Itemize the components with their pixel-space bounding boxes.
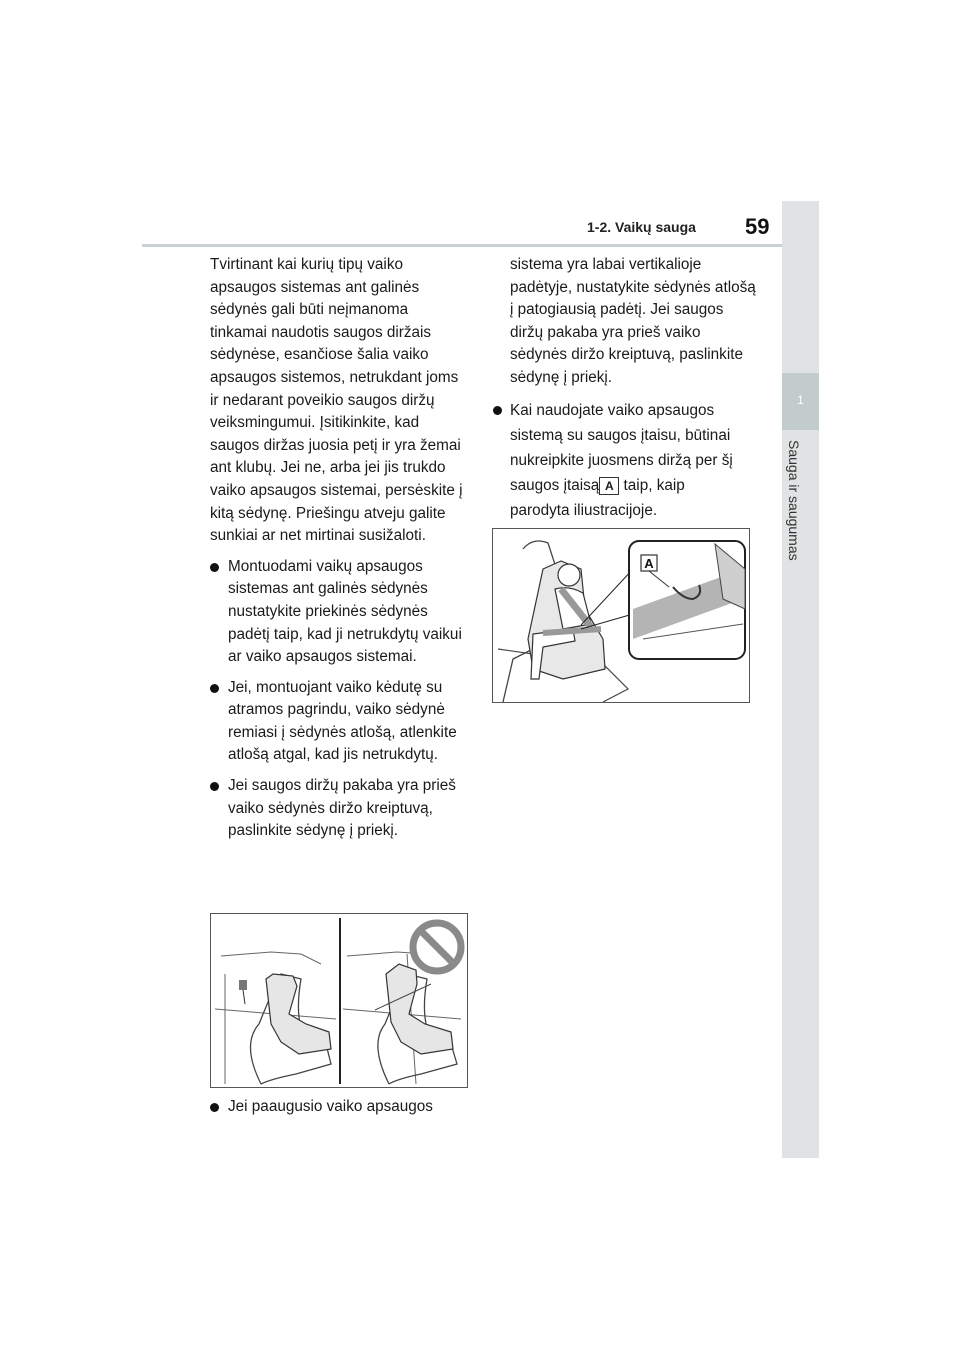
bullet-dot-icon: [210, 1103, 219, 1112]
bullet-item: [493, 398, 743, 523]
bullet-dot-icon: [210, 563, 219, 572]
seat-position-illustration: [210, 913, 468, 1088]
page-number: 59: [745, 214, 770, 239]
left-column: [210, 254, 468, 843]
intro-paragraph: Tvirtinant kai kurių tipų vaiko apsaugos sistemas ant galinės sėdynės gali būti neįmanoma tinkamai naudotis saugos diržais sėdynėse, esančiose šalia vaiko apsaugos sistemos, netrukdant joms ir nedarant poveikio saugos diržų veiksmingumui. Įsitikinkite, kad saugos diržas juosia petį ir yra žemai ant klubų. Jei ne, arba jei jis trukdo vaiko apsaugos sistemai, persėskite į kitą sėdynę. Priešingu atveju galite sunkiai ar net mirtinai susižaloti.: [210, 256, 463, 545]
bullet-item: [210, 677, 468, 767]
seat-position-drawing: [211, 914, 467, 1087]
bullet-dot-icon: [493, 406, 502, 415]
section-title: 1-2. Vaikų sauga: [587, 219, 696, 235]
chapter-title: Sauga ir saugumas: [786, 440, 802, 561]
bullet-text: Jei saugos diržų pakaba yra prieš vaiko sėdynės diržo kreiptuvą, paslinkite sėdynę į priekį.: [228, 777, 456, 840]
callout-a-label: A: [599, 477, 619, 495]
bullet-text: Jei paaugusio vaiko apsaugos: [228, 1098, 433, 1115]
right-column: [510, 254, 760, 523]
header-rule: [142, 244, 782, 247]
belt-guide-drawing: [493, 529, 749, 702]
bullet-text-end: taip, kaip parodyta iliustracijoje.: [510, 476, 685, 519]
figure-callout-a: A: [644, 556, 654, 571]
belt-guide-illustration: [492, 528, 750, 703]
bullet-dot-icon: [210, 782, 219, 791]
left-column-continued: [210, 1088, 468, 1119]
bullet-item: [210, 556, 468, 669]
bullet-item: [210, 1096, 468, 1119]
bullet-text: Kai naudojate vaiko apsaugos sistemą su saugos įtaisu, būtinai nukreipkite juosmens diržą per šį saugos įtaisą: [510, 401, 733, 494]
prohibition-icon: [413, 923, 461, 971]
bullet-item: [210, 775, 468, 843]
bullet-text: Montuodami vaikų apsaugos sistemas ant galinės sėdynės nustatykite priekinės sėdynės padėtį taip, kad ji netrukdytų vaikui ar vaiko apsaugos sistemai.: [228, 557, 462, 666]
side-tab: [782, 201, 819, 1158]
chapter-number: 1: [797, 393, 804, 407]
bullet-dot-icon: [210, 684, 219, 693]
bullet-text: Jei, montuojant vaiko kėdutę su atramos pagrindu, vaiko sėdynė remiasi į sėdynės atlošą, atlenkite atlošą atgal, kad jis netrukdytų.: [228, 678, 457, 764]
continuation-paragraph: sistema yra labai vertikalioje padėtyje, nustatykite sėdynės atlošą į patogiausią padėtį. Jei saugos diržų pakaba yra prieš vaiko sėdynės diržo kreiptuvą, paslinkite sėdynę į priekį.: [510, 256, 756, 386]
